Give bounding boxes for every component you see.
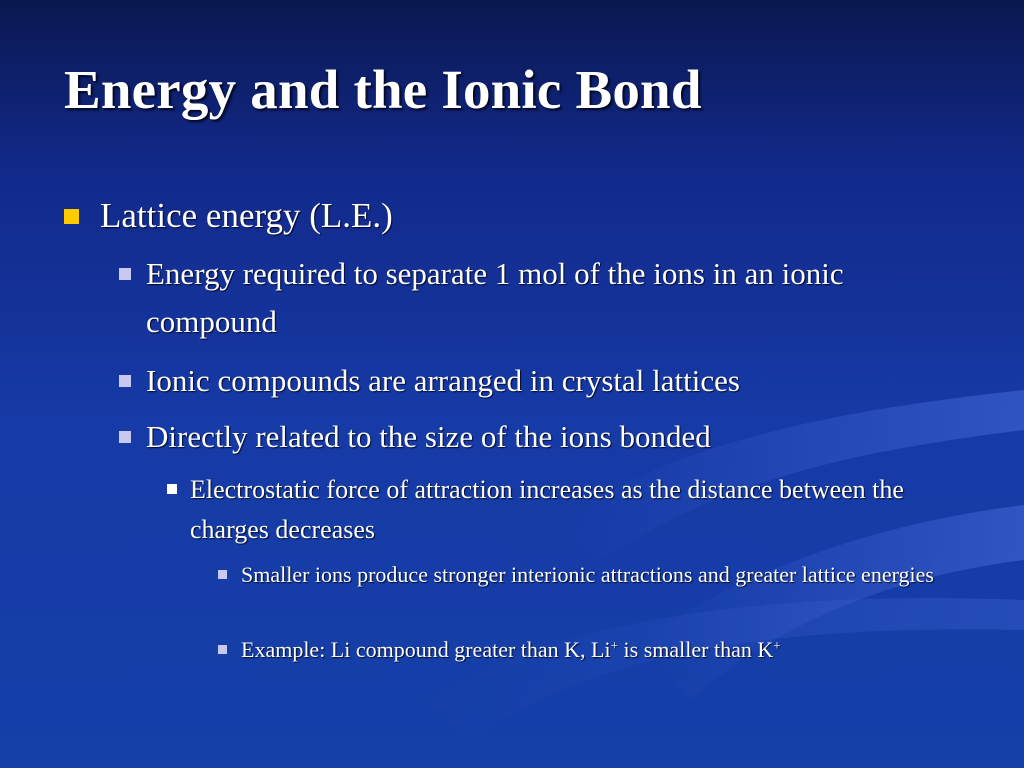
li-ion-charge: + — [610, 637, 619, 653]
k-ion-charge: + — [773, 637, 781, 653]
bullet-smaller-ions: Smaller ions produce stronger interionic attractions and greater lattice energies — [241, 562, 934, 587]
slide-title: Energy and the Ionic Bond — [64, 59, 702, 120]
example-text-b: is smaller than K — [618, 637, 774, 662]
bullet-energy-required: Energy required to separate 1 mol of the ions in an ionic compound — [146, 256, 844, 339]
bullet-size-related: Directly related to the size of the ions bonded — [146, 419, 711, 454]
level2-bullet-icon — [119, 431, 131, 443]
bullet-electrostatic: Electrostatic force of attraction increases as the distance between the charges decreases — [190, 475, 904, 544]
level1-bullet-icon — [64, 209, 79, 224]
level4-bullet-icon — [218, 570, 227, 579]
bullet-lattice-energy: Lattice energy (L.E.) — [100, 196, 393, 235]
level2-bullet-icon — [119, 375, 131, 387]
bullet-example — [241, 633, 981, 669]
level2-bullet-icon — [119, 268, 131, 280]
level4-bullet-icon — [218, 645, 227, 654]
example-text-a: Example: Li compound greater than K, Li — [241, 637, 611, 662]
level3-bullet-icon — [167, 484, 177, 494]
bullet-crystal-lattices: Ionic compounds are arranged in crystal lattices — [146, 363, 740, 398]
